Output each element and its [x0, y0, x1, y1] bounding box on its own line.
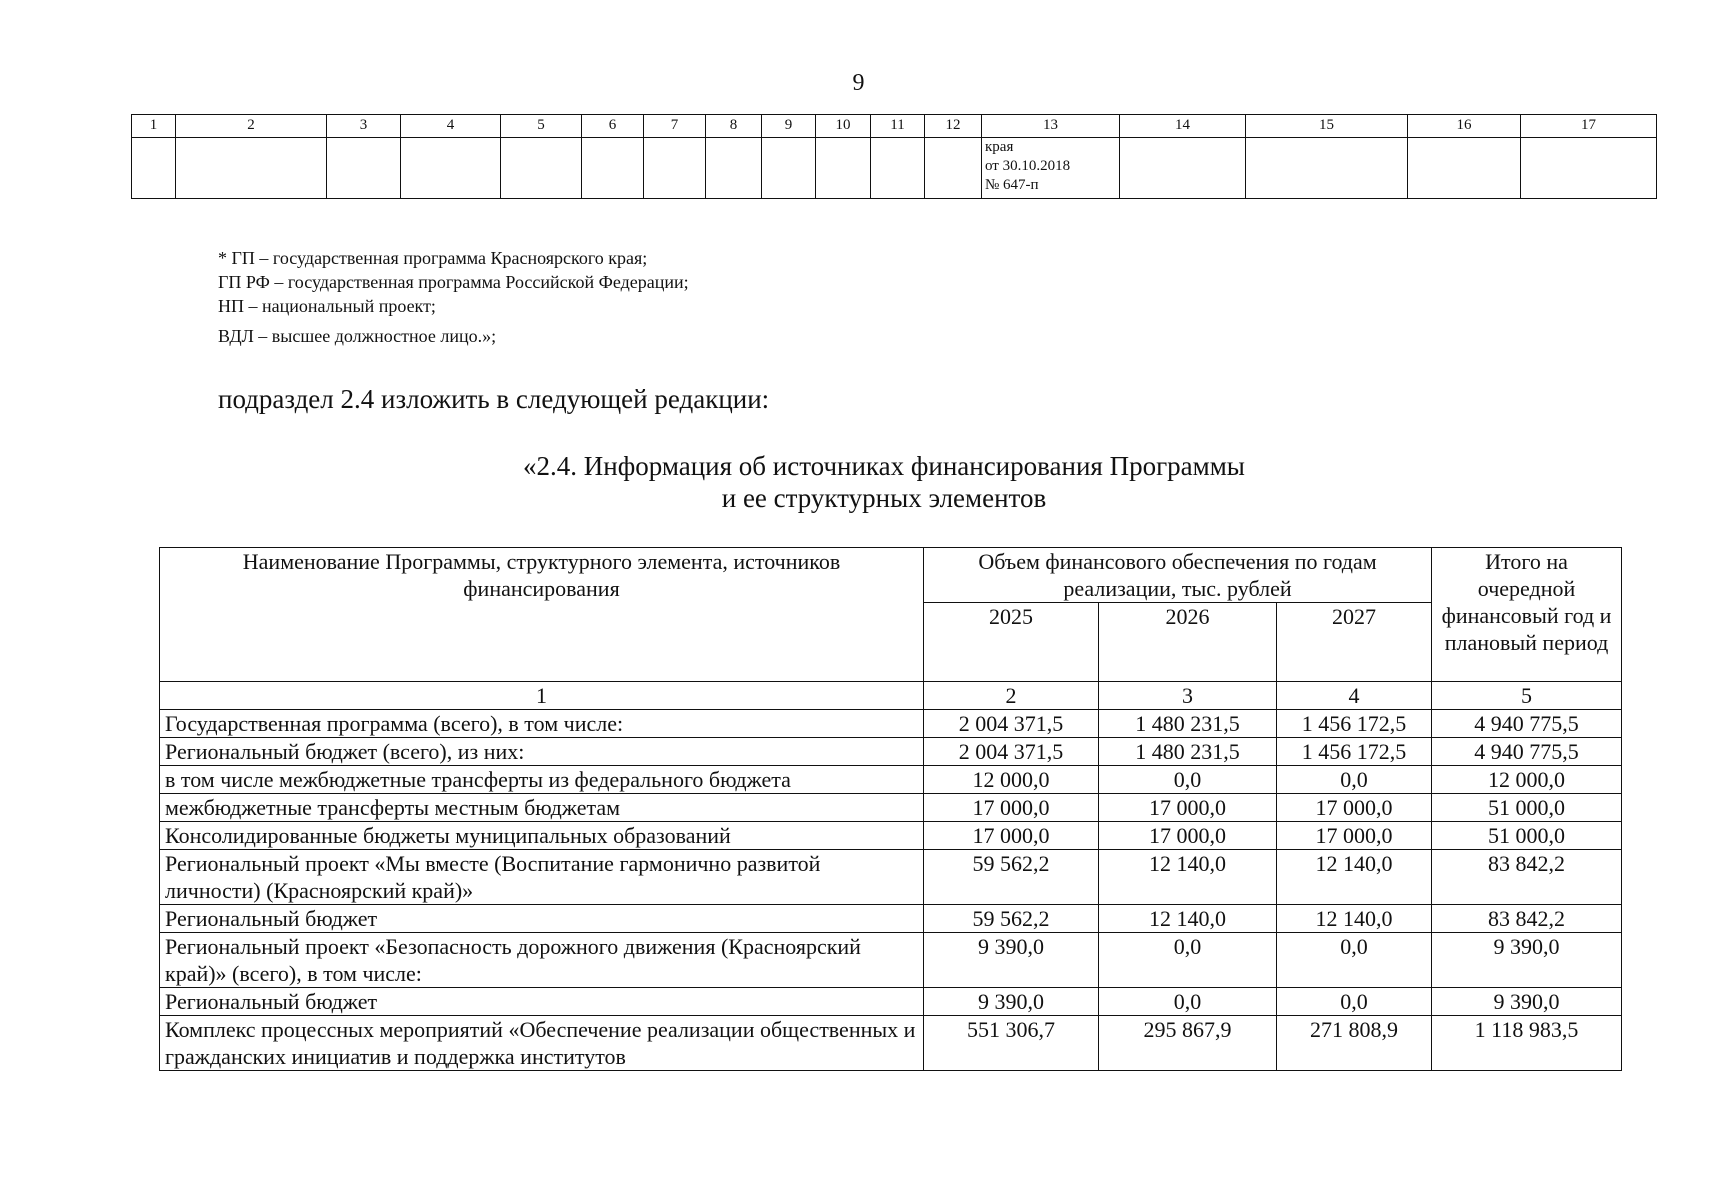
continuation-data-row — [132, 138, 1657, 199]
column-header: 3 — [327, 115, 401, 138]
section-title-line: «2.4. Информация об источниках финансирования Программы — [523, 451, 1245, 481]
header-year: 2027 — [1277, 603, 1432, 682]
section-title — [0, 450, 1717, 514]
column-number: 5 — [1432, 682, 1622, 710]
column-header: 7 — [644, 115, 706, 138]
page-number: 9 — [852, 70, 865, 96]
cell — [1120, 138, 1246, 199]
column-number: 4 — [1277, 682, 1432, 710]
row-value-v2027: 17 000,0 — [1277, 794, 1432, 822]
footnote: ГП РФ – государственная программа Российской Федерации; — [218, 272, 689, 292]
row-name: межбюджетные трансферты местным бюджетам — [160, 794, 924, 822]
column-header: 17 — [1521, 115, 1657, 138]
row-value-v2025: 17 000,0 — [924, 794, 1099, 822]
header-volume: Объем финансового обеспечения по годам реализации, тыс. рублей — [924, 548, 1432, 603]
row-value-v2026: 1 480 231,5 — [1099, 710, 1277, 738]
row-value-v2027: 0,0 — [1277, 933, 1432, 988]
column-numbers-row — [160, 682, 1622, 710]
table-row — [160, 905, 1622, 933]
row-value-v2027: 12 140,0 — [1277, 850, 1432, 905]
cell — [132, 138, 176, 199]
row-value-v2026: 0,0 — [1099, 933, 1277, 988]
row-value-v2026: 17 000,0 — [1099, 794, 1277, 822]
row-value-v2026: 0,0 — [1099, 766, 1277, 794]
row-value-v2027: 1 456 172,5 — [1277, 710, 1432, 738]
column-header: 11 — [871, 115, 925, 138]
section-title-line: и ее структурных элементов — [721, 483, 1047, 513]
row-value-v2026: 12 140,0 — [1099, 850, 1277, 905]
column-header: 5 — [501, 115, 582, 138]
row-value-v2027: 1 456 172,5 — [1277, 738, 1432, 766]
row-value-v2027: 0,0 — [1277, 766, 1432, 794]
footnote: НП – национальный проект; — [218, 296, 436, 316]
cell — [644, 138, 706, 199]
continuation-table — [131, 114, 1657, 199]
row-value-v2025: 12 000,0 — [924, 766, 1099, 794]
column-number: 1 — [160, 682, 924, 710]
column-header: 4 — [401, 115, 501, 138]
footnote: ВДЛ – высшее должностное лицо.»; — [218, 326, 497, 346]
cell — [501, 138, 582, 199]
column-header: 14 — [1120, 115, 1246, 138]
column-header: 16 — [1408, 115, 1521, 138]
row-name: Региональный проект «Мы вместе (Воспитание гармонично развитой личности) (Красноярский край)» — [160, 850, 924, 905]
row-value-v2025: 59 562,2 — [924, 850, 1099, 905]
column-header: 6 — [582, 115, 644, 138]
column-header: 1 — [132, 115, 176, 138]
row-value-v2027: 0,0 — [1277, 988, 1432, 1016]
table-row — [160, 766, 1622, 794]
row-value-total: 4 940 775,5 — [1432, 710, 1622, 738]
table-row — [160, 1016, 1622, 1071]
table-row — [160, 794, 1622, 822]
cell — [1246, 138, 1408, 199]
continuation-header-row — [132, 115, 1657, 138]
cell — [327, 138, 401, 199]
row-value-total: 4 940 775,5 — [1432, 738, 1622, 766]
row-value-total: 9 390,0 — [1432, 933, 1622, 988]
column-header: 15 — [1246, 115, 1408, 138]
row-value-v2026: 0,0 — [1099, 988, 1277, 1016]
cell — [1521, 138, 1657, 199]
row-name: Региональный бюджет (всего), из них: — [160, 738, 924, 766]
row-value-v2025: 9 390,0 — [924, 933, 1099, 988]
column-header: 9 — [762, 115, 816, 138]
row-value-total: 51 000,0 — [1432, 794, 1622, 822]
row-value-v2027: 17 000,0 — [1277, 822, 1432, 850]
table-row — [160, 710, 1622, 738]
row-name: Региональный бюджет — [160, 988, 924, 1016]
header-row — [160, 548, 1622, 603]
column-header: 10 — [816, 115, 871, 138]
table-row — [160, 988, 1622, 1016]
row-value-v2027: 12 140,0 — [1277, 905, 1432, 933]
row-value-v2025: 17 000,0 — [924, 822, 1099, 850]
column-number: 3 — [1099, 682, 1277, 710]
column-header: 8 — [706, 115, 762, 138]
col13-line: № 647-п — [985, 177, 1039, 193]
cell — [401, 138, 501, 199]
row-value-total: 83 842,2 — [1432, 905, 1622, 933]
cell — [706, 138, 762, 199]
col13-line: края — [985, 139, 1014, 155]
footnote: * ГП – государственная программа Красноярского края; — [218, 248, 648, 268]
row-value-total: 1 118 983,5 — [1432, 1016, 1622, 1071]
row-value-v2025: 2 004 371,5 — [924, 710, 1099, 738]
row-value-total: 9 390,0 — [1432, 988, 1622, 1016]
table-row — [160, 850, 1622, 905]
row-value-v2027: 271 808,9 — [1277, 1016, 1432, 1071]
column-header: 12 — [925, 115, 982, 138]
cell — [816, 138, 871, 199]
row-value-v2026: 12 140,0 — [1099, 905, 1277, 933]
column-header: 2 — [176, 115, 327, 138]
row-value-v2026: 1 480 231,5 — [1099, 738, 1277, 766]
row-value-v2025: 9 390,0 — [924, 988, 1099, 1016]
row-name: Государственная программа (всего), в том числе: — [160, 710, 924, 738]
cell — [582, 138, 644, 199]
intro-text: подраздел 2.4 изложить в следующей редакции: — [218, 384, 770, 414]
cell-col13 — [982, 138, 1120, 199]
cell — [925, 138, 982, 199]
cell — [1408, 138, 1521, 199]
cell — [871, 138, 925, 199]
row-value-v2026: 295 867,9 — [1099, 1016, 1277, 1071]
row-value-v2025: 2 004 371,5 — [924, 738, 1099, 766]
table-row — [160, 933, 1622, 988]
row-name: Консолидированные бюджеты муниципальных образований — [160, 822, 924, 850]
row-name: Комплекс процессных мероприятий «Обеспечение реализации общественных и гражданских инициатив и поддержка институтов — [160, 1016, 924, 1071]
table-row — [160, 738, 1622, 766]
row-name: в том числе межбюджетные трансферты из федерального бюджета — [160, 766, 924, 794]
column-header: 13 — [982, 115, 1120, 138]
row-value-total: 51 000,0 — [1432, 822, 1622, 850]
row-value-total: 83 842,2 — [1432, 850, 1622, 905]
header-total: Итого на очередной финансовый год и плановый период — [1432, 548, 1622, 682]
header-name: Наименование Программы, структурного элемента, источников финансирования — [160, 548, 924, 682]
financing-table — [159, 547, 1622, 1071]
header-year: 2026 — [1099, 603, 1277, 682]
footnotes — [218, 246, 689, 348]
cell — [176, 138, 327, 199]
header-year: 2025 — [924, 603, 1099, 682]
col13-line: от 30.10.2018 — [985, 158, 1071, 174]
row-value-total: 12 000,0 — [1432, 766, 1622, 794]
row-value-v2026: 17 000,0 — [1099, 822, 1277, 850]
cell — [762, 138, 816, 199]
table-row — [160, 822, 1622, 850]
row-name: Региональный бюджет — [160, 905, 924, 933]
row-value-v2025: 59 562,2 — [924, 905, 1099, 933]
row-value-v2025: 551 306,7 — [924, 1016, 1099, 1071]
row-name: Региональный проект «Безопасность дорожного движения (Красноярский край)» (всего), в том числе: — [160, 933, 924, 988]
column-number: 2 — [924, 682, 1099, 710]
